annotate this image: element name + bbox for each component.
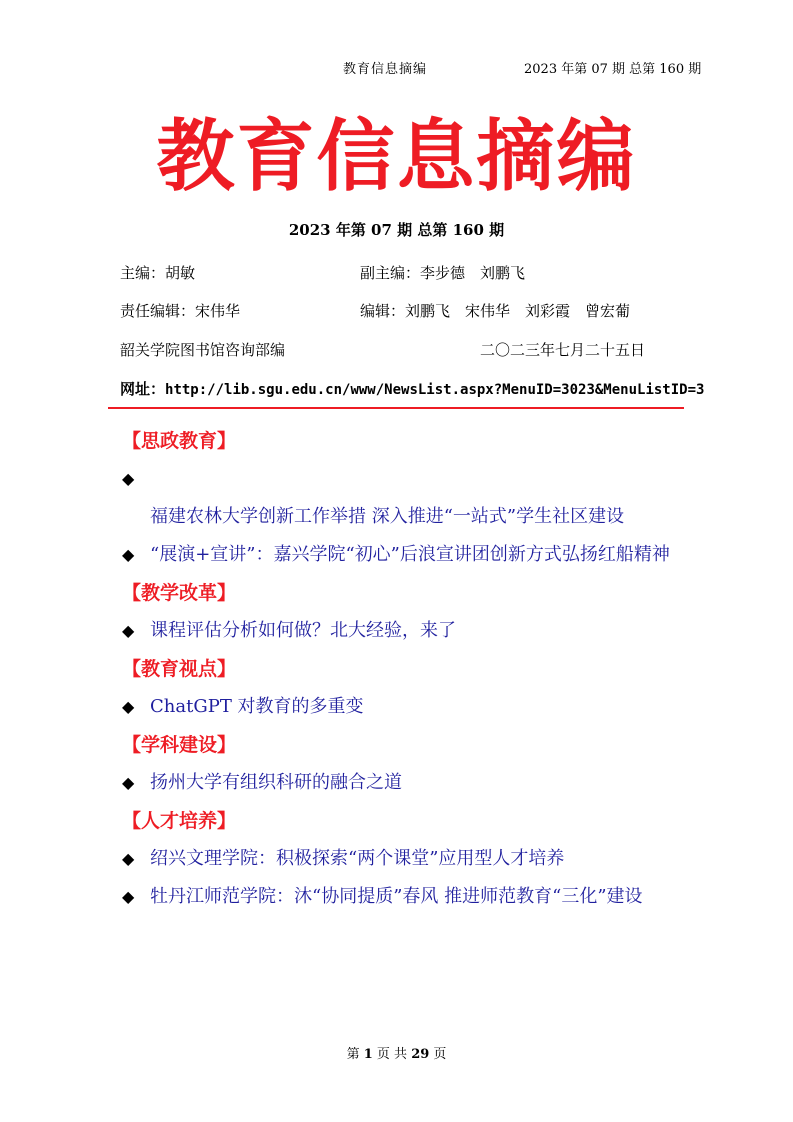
footer-total-pages: 29 <box>411 1047 430 1062</box>
toc-item[interactable] <box>122 536 702 574</box>
toc-item-link[interactable]: 牡丹江师范学院：沐“协同提质”春风 推进师范教育“三化”建设 <box>150 886 643 907</box>
toc-item-link[interactable]: 福建农林大学创新工作举措 深入推进“一站式”学生社区建设 <box>150 506 625 527</box>
section-title-ideological: 【思政教育】 <box>122 430 237 452</box>
diamond-bullet-icon: ◆ <box>122 849 135 868</box>
header-divider <box>108 407 684 409</box>
footer-middle: 页 共 <box>376 1047 408 1062</box>
url-link[interactable]: http://lib.sgu.edu.cn/www/NewsList.aspx?MenuID=3023&MenuListID=3 <box>165 382 705 398</box>
running-header-issue: 2023 年第 07 期 总第 160 期 <box>524 62 702 77</box>
masthead-title: 教育信息摘编 <box>156 111 637 202</box>
diamond-bullet-icon: ◆ <box>122 887 135 906</box>
footer-page-number: 1 <box>363 1047 373 1062</box>
toc-item[interactable] <box>122 612 702 650</box>
toc-item-link[interactable]: 绍兴文理学院：积极探索“两个课堂”应用型人才培养 <box>150 848 565 869</box>
toc-item[interactable] <box>122 840 702 878</box>
toc-item[interactable] <box>122 878 702 916</box>
diamond-bullet-icon: ◆ <box>122 773 135 792</box>
table-of-contents <box>122 422 702 916</box>
chief-editor: 主编：胡敏 <box>120 264 196 282</box>
publisher: 韶关学院图书馆咨询部编 <box>120 341 286 359</box>
toc-item[interactable] <box>122 460 702 536</box>
url-label: 网址： <box>120 380 166 398</box>
publish-date: 二〇二三年七月二十五日 <box>480 341 646 359</box>
section-title-teaching-reform: 【教学改革】 <box>122 582 237 604</box>
toc-item-link[interactable]: 课程评估分析如何做？北大经验，来了 <box>150 620 456 641</box>
responsible-editor: 责任编辑：宋伟华 <box>120 302 241 320</box>
issue-line: 2023 年第 07 期 总第 160 期 <box>288 221 505 239</box>
section-title-talent-cultivation: 【人才培养】 <box>122 810 237 832</box>
toc-item[interactable] <box>122 764 702 802</box>
toc-item[interactable] <box>122 688 702 726</box>
toc-item-link[interactable]: “展演+宣讲”：嘉兴学院“初心”后浪宣讲团创新方式弘扬红船精神 <box>150 544 670 565</box>
diamond-bullet-icon: ◆ <box>122 621 135 640</box>
footer-suffix: 页 <box>433 1047 447 1062</box>
section-title-education-viewpoint: 【教育视点】 <box>122 658 237 680</box>
url-line <box>120 378 780 399</box>
diamond-bullet-icon: ◆ <box>122 469 135 488</box>
toc-item-link[interactable]: ChatGPT 对教育的多重变 <box>150 696 364 717</box>
section-title-discipline-building: 【学科建设】 <box>122 734 237 756</box>
running-header-title: 教育信息摘编 <box>343 62 428 77</box>
diamond-bullet-icon: ◆ <box>122 545 135 564</box>
editors: 编辑：刘鹏飞 宋伟华 刘彩霞 曾宏葡 <box>360 302 631 320</box>
diamond-bullet-icon: ◆ <box>122 697 135 716</box>
deputy-editor: 副主编：李步德 刘鹏飞 <box>360 264 526 282</box>
toc-item-link[interactable]: 扬州大学有组织科研的融合之道 <box>150 772 402 793</box>
footer-prefix: 第 <box>346 1047 360 1062</box>
page-footer <box>0 1043 793 1062</box>
